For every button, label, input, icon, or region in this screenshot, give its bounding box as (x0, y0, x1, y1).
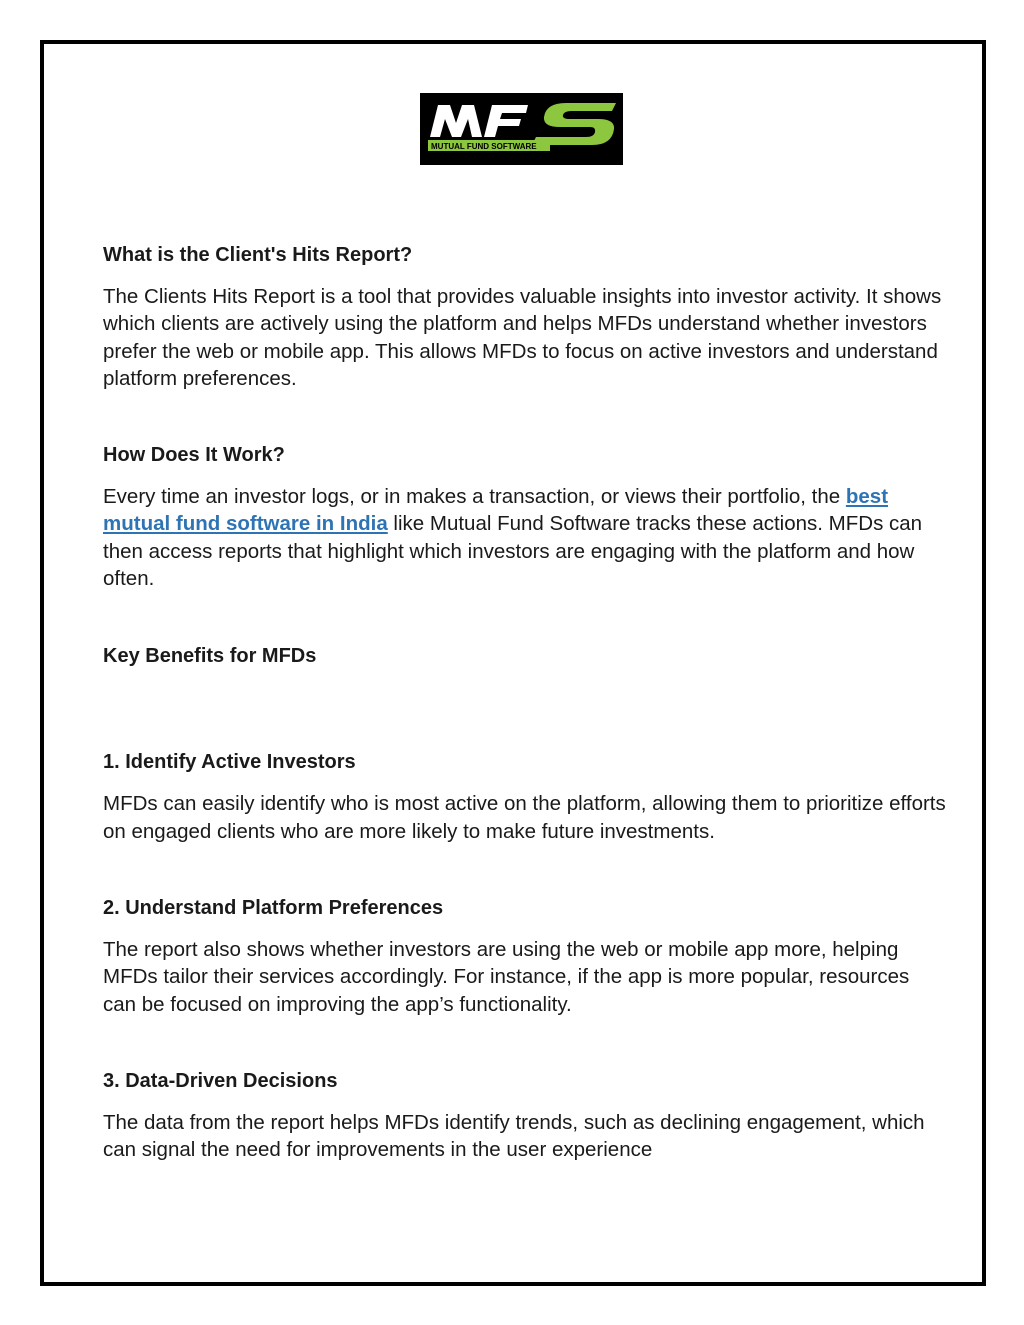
heading-data-driven-decisions: 3. Data-Driven Decisions (103, 1069, 338, 1092)
mfs-logo-graphic (420, 93, 623, 165)
heading-platform-preferences: 2. Understand Platform Preferences (103, 896, 444, 919)
heading-how-it-works: How Does It Work? (103, 444, 285, 467)
heading-what-is: What is the Client's Hits Report? (103, 244, 413, 266)
paragraph-how-text-after: like Mutual Fund Software tracks these actions. MFDs can then access reports that highlight which investors are engaging with the platform and how often. (103, 512, 923, 591)
heading-key-benefits: Key Benefits for MFDs (103, 645, 317, 668)
logo-tagline: MUTUAL FUND SOFTWARE (431, 142, 537, 151)
paragraph-platform-preferences: The report also shows whether investors are using the web or mobile app more, helping MFDs tailor their services accordingly. For instance, if the app is more popular, resources can be focused on improving the app’s functionality. (103, 937, 910, 1016)
document-body (103, 240, 948, 1163)
paragraph-data-driven-decisions: The data from the report helps MFDs identify trends, such as declining engagement, which can signal the need for improvements in the user experience (103, 1110, 925, 1162)
mfs-logo (420, 93, 623, 165)
paragraph-how-it-works (103, 483, 948, 592)
paragraph-how-text-before: Every time an investor logs, or in makes a transaction, or views their portfolio, the (103, 485, 846, 509)
paragraph-what-is: The Clients Hits Report is a tool that provides valuable insights into investor activity. It shows which clients are actively using the platform and helps MFDs understand whether investors prefer the web or mobile app. This allows MFDs to focus on active investors and understand platform preferences. (103, 285, 942, 390)
paragraph-identify-active-investors: MFDs can easily identify who is most active on the platform, allowing them to prioritize efforts on engaged clients who are more likely to make future investments. (103, 792, 946, 843)
best-mutual-fund-software-link[interactable]: best mutual fund software in India (103, 485, 889, 536)
heading-identify-active-investors: 1. Identify Active Investors (103, 751, 356, 774)
